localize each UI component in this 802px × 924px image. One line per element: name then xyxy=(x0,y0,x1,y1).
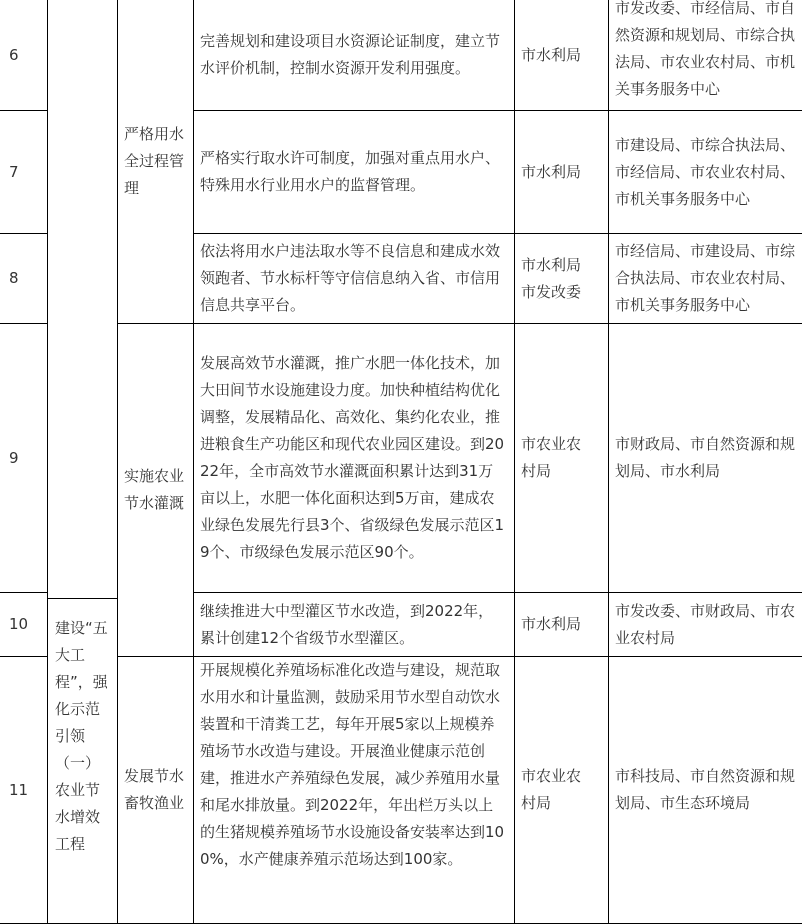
support-unit-cell xyxy=(608,592,802,657)
lead-unit-cell xyxy=(514,233,609,324)
support-unit-cell xyxy=(608,323,802,593)
lead-unit: 市水利局 xyxy=(521,45,582,64)
row-number: 10 xyxy=(9,615,29,633)
task-content: 发展高效节水灌溉，推广水肥一体化技术，加大田间节水设施建设力度。加快种植结构优化调整，发展精品化、高效化、集约化农业，推进粮食生产功能区和现代农业园区建设。到2022年，全市高效节水灌溉面积累计达到31万亩以上，水肥一体化面积达到5万亩，建成农业绿色发展先行县3个、省级绿色发展示范区19个、市级绿色发展示范区90个。 xyxy=(200,354,505,561)
row-number-cell xyxy=(0,592,48,657)
lead-unit-cell xyxy=(514,0,609,111)
lead-unit: 市农业农村局 xyxy=(521,767,582,812)
support-units: 市发改委、市经信局、市自然资源和规划局、市综合执法局、市农业农村局、市机关事务服务中心 xyxy=(615,0,796,98)
lead-unit-cell xyxy=(514,592,609,657)
row-number-cell xyxy=(0,323,48,593)
lead-unit-cell xyxy=(514,656,609,924)
group-cell xyxy=(117,656,194,924)
lead-unit: 市水利局市发改委 xyxy=(521,255,582,301)
task-content: 开展规模化养殖场标准化改造与建设，规范取水用水和计量监测，鼓励采用节水型自动饮水装置和干清粪工艺，每年开展5家以上规模养殖场节水改造与建设。开展渔业健康示范创建，推进水产养殖绿色发展，减少养殖用水量和尾水排放量。到2022年，年出栏万头以上的生猪规模养殖场节水设施设备安装率达到100%，水产健康养殖示范场达到100家。 xyxy=(200,661,505,868)
support-unit-cell xyxy=(608,0,802,111)
group-cell xyxy=(117,0,194,324)
task-content-cell xyxy=(193,592,515,657)
row-number-cell xyxy=(0,233,48,324)
support-unit-cell xyxy=(608,110,802,234)
support-units: 市财政局、市自然资源和规划局、市水利局 xyxy=(615,435,796,480)
task-content-cell xyxy=(193,656,515,924)
task-content-cell xyxy=(193,110,515,234)
support-units: 市建设局、市综合执法局、市经信局、市农业农村局、市机关事务服务中心 xyxy=(615,135,796,208)
lead-unit-cell xyxy=(514,323,609,593)
row-number: 6 xyxy=(9,45,19,64)
row-number-cell xyxy=(0,0,48,111)
lead-unit-cell xyxy=(514,110,609,234)
task-content-cell xyxy=(193,233,515,324)
row-number-cell xyxy=(0,110,48,234)
row-number: 11 xyxy=(9,780,29,799)
task-content: 依法将用水户违法取水等不良信息和建成水效领跑者、节水标杆等守信信息纳入省、市信用信息共享平台。 xyxy=(200,242,501,314)
support-units: 市经信局、市建设局、市综合执法局、市农业农村局、市机关事务服务中心 xyxy=(615,242,796,314)
category-label: 建设“五大工程”，强化示范引领（一）农业节水增效工程 xyxy=(55,619,108,853)
support-unit-cell xyxy=(608,233,802,324)
row-number-cell xyxy=(0,656,48,924)
row-number: 9 xyxy=(9,448,19,467)
task-content-cell xyxy=(193,323,515,593)
support-unit-cell xyxy=(608,656,802,924)
group-label: 严格用水全过程管理 xyxy=(124,125,185,197)
lead-unit: 市农业农村局 xyxy=(521,435,582,480)
task-content: 完善规划和建设项目水资源论证制度，建立节水评价机制，控制水资源开发利用强度。 xyxy=(200,32,501,77)
support-units: 市科技局、市自然资源和规划局、市生态环境局 xyxy=(615,767,796,812)
category-column-upper xyxy=(47,0,118,599)
lead-unit: 市水利局 xyxy=(521,615,582,633)
lead-unit: 市水利局 xyxy=(521,162,582,181)
group-label: 发展节水畜牧渔业 xyxy=(124,767,185,812)
task-content-cell xyxy=(193,0,515,111)
group-label: 实施农业节水灌溉 xyxy=(124,467,185,512)
row-number: 7 xyxy=(9,162,19,181)
support-units: 市发改委、市财政局、市农业农村局 xyxy=(615,601,796,647)
group-cell xyxy=(117,323,194,657)
task-content: 严格实行取水许可制度，加强对重点用水户、特殊用水行业用水户的监督管理。 xyxy=(200,149,501,194)
task-content: 继续推进大中型灌区节水改造，到2022年，累计创建12个省级节水型灌区。 xyxy=(200,601,494,647)
row-number: 8 xyxy=(9,269,19,287)
category-cell xyxy=(47,598,118,924)
